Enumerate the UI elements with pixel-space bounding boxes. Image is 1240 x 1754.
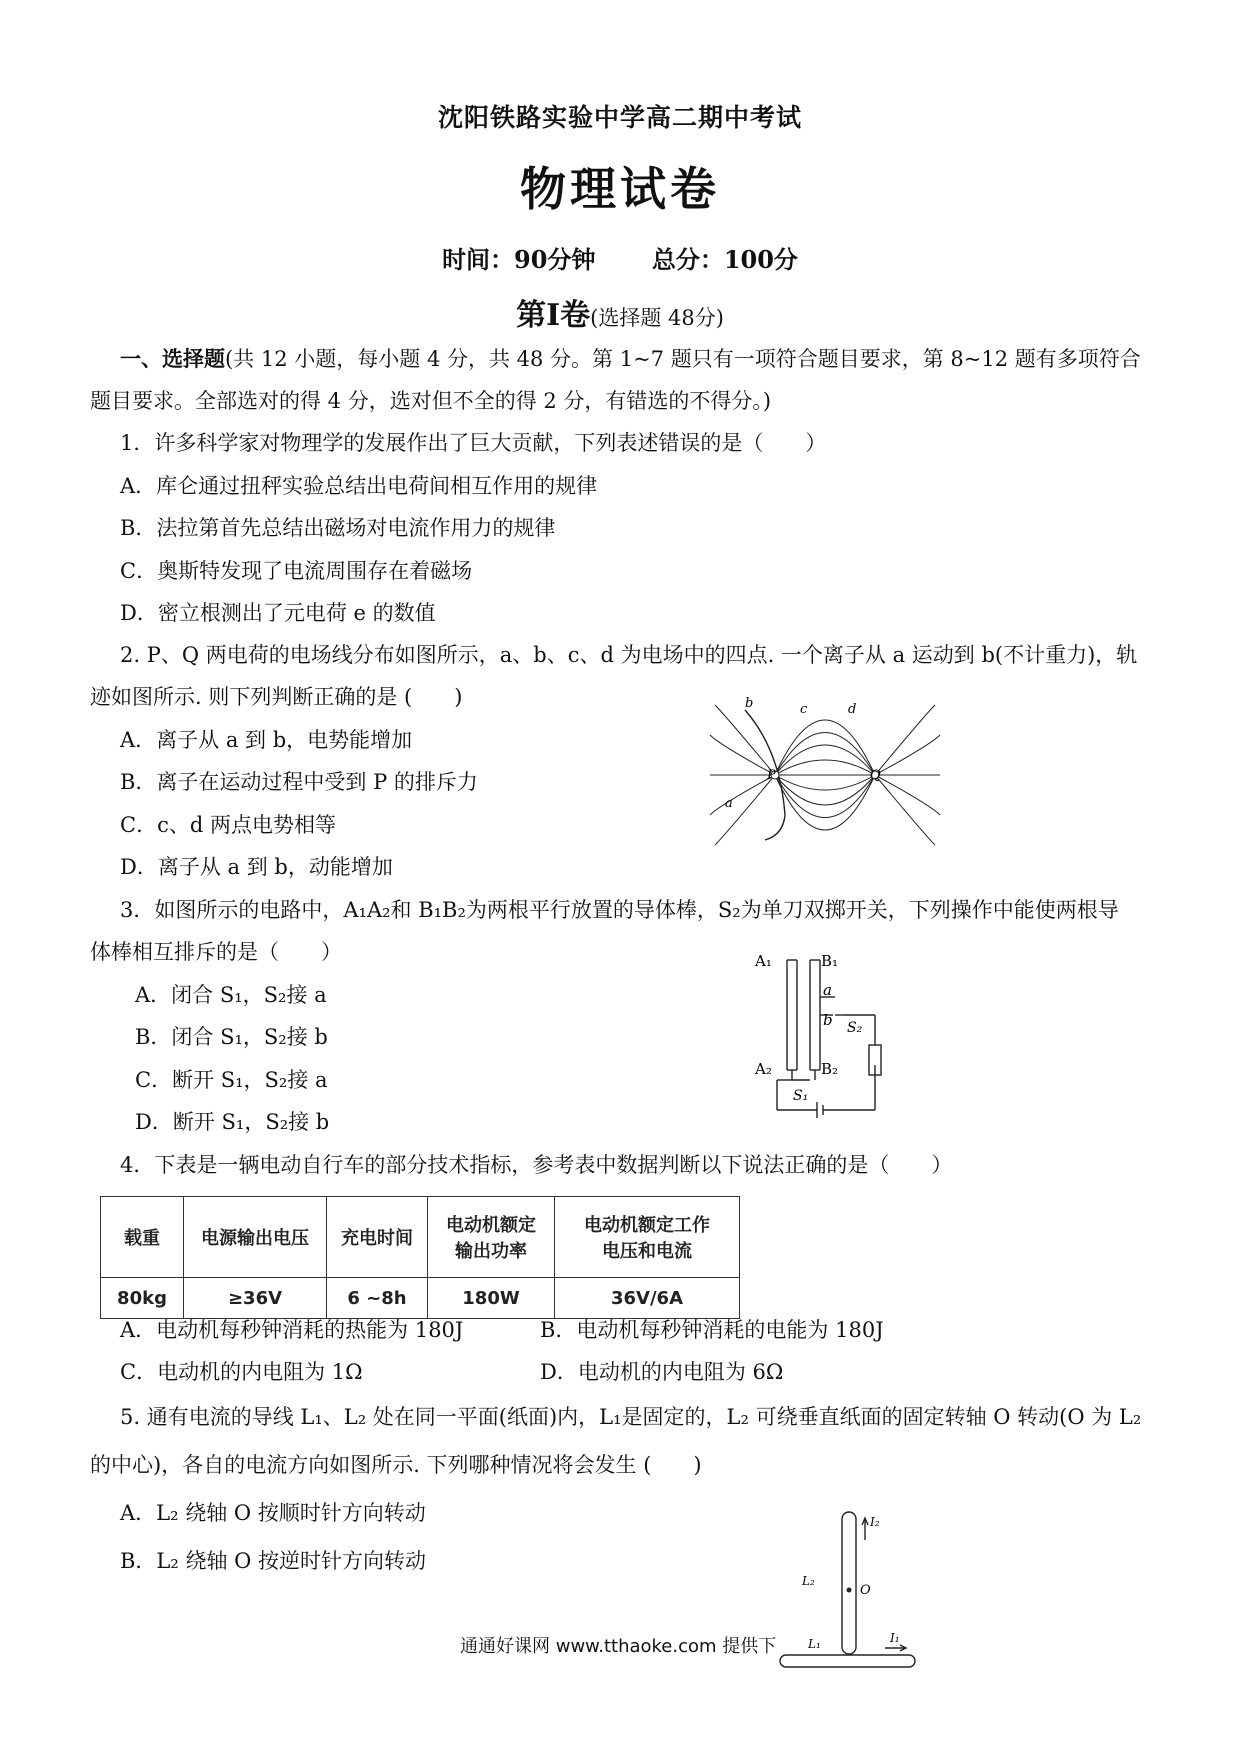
footer-watermark: 通通好课网 www.tthaoke.com 提供下: [460, 1636, 777, 1657]
q1-stem: 1．许多科学家对物理学的发展作出了巨大贡献，下列表述错误的是（ ）: [120, 431, 827, 455]
spec-table-header-row: [101, 1197, 740, 1278]
part-title: [0, 290, 1240, 334]
spec-header-voltage: 电源输出电压: [184, 1197, 327, 1278]
q1-option-b: B．法拉第首先总结出磁场对电流作用力的规律: [120, 516, 556, 540]
field-lines-figure: [705, 695, 945, 855]
q4-option-b: B．电动机每秒钟消耗的电能为 180J: [540, 1318, 884, 1342]
q5-stem-1: 5. 通有电流的导线 L₁、L₂ 处在同一平面(纸面)内，L₁是固定的，L₂ 可绕垂直纸面的固定转轴 O 转动(O 为 L₂: [120, 1405, 1142, 1429]
q3-label-s2: S₂: [847, 1020, 863, 1036]
q4-option-d: D．电动机的内电阻为 6Ω: [540, 1360, 784, 1384]
q4-option-c: C．电动机的内电阻为 1Ω: [120, 1360, 363, 1384]
spec-value-charge-time: 6 ~8h: [327, 1278, 428, 1319]
spec-value-power: 180W: [428, 1278, 555, 1319]
section-intro-2: 题目要求。全部选对的得 4 分，选对但不全的得 2 分，有错选的不得分。): [90, 389, 772, 413]
q3-label-b1: B₁: [821, 952, 839, 970]
q3-option-d: D．断开 S₁，S₂接 b: [135, 1110, 330, 1134]
q3-label-a: a: [823, 981, 832, 999]
school-title: 沈阳铁路实验中学高二期中考试: [437, 103, 802, 132]
exam-score: 总分：100分: [651, 245, 798, 274]
spec-header-charge-time: 充电时间: [327, 1197, 428, 1278]
q3-stem-2: 体棒相互排斥的是（ ）: [90, 940, 342, 964]
spec-value-load: 80kg: [101, 1278, 184, 1319]
q2-option-a: A．离子从 a 到 b，电势能增加: [120, 728, 413, 752]
q3-stem-1: 3．如图所示的电路中，A₁A₂和 B₁B₂为两根平行放置的导体棒，S₂为单刀双掷开关，下列操作中能使两根导: [120, 898, 1119, 922]
q3-label-a1: A₁: [755, 952, 772, 970]
spec-header-working: 电动机额定工作 电压和电流: [555, 1197, 740, 1278]
q3-option-b: B．闭合 S₁，S₂接 b: [135, 1025, 328, 1049]
q2-option-d: D．离子从 a 到 b，动能增加: [120, 855, 393, 879]
q5-label-i1: I₁: [890, 1631, 900, 1645]
q2-label-d: d: [848, 702, 857, 717]
q5-label-o: O: [860, 1583, 871, 1598]
q2-option-b: B．离子在运动过程中受到 P 的排斥力: [120, 770, 478, 794]
section-intro-1: (共 12 小题，每小题 4 分，共 48 分。第 1~7 题只有一项符合题目要求，第 8~12 题有多项符合: [225, 347, 1141, 371]
spec-header-power: 电动机额定 输出功率: [428, 1197, 555, 1278]
q2-label-p: P: [767, 768, 776, 783]
q2-stem-2: 迹如图所示. 则下列判断正确的是 ( ): [90, 685, 463, 709]
spec-table-value-row: [101, 1278, 740, 1319]
q2-label-a: a: [725, 796, 733, 811]
q1-option-c: C．奥斯特发现了电流周围存在着磁场: [120, 559, 473, 583]
q4-option-a: A．电动机每秒钟消耗的热能为 180J: [120, 1318, 464, 1342]
q3-label-b: b: [823, 1011, 833, 1029]
subject-title: 物理试卷: [520, 162, 720, 216]
q5-option-b: B．L₂ 绕轴 O 按逆时针方向转动: [120, 1549, 427, 1573]
q3-option-a: A．闭合 S₁，S₂接 a: [135, 983, 327, 1007]
q1-option-a: A．库仑通过扭秤实验总结出电荷间相互作用的规律: [120, 474, 598, 498]
spec-header-load: 载重: [101, 1197, 184, 1278]
exam-meta: [0, 240, 1240, 275]
section-intro-line-1: [120, 344, 1141, 374]
circuit-figure: [755, 940, 915, 1115]
part-note: (选择题 48分): [590, 306, 724, 330]
part-label: 第Ⅰ卷: [516, 298, 591, 333]
q5-label-i2: I₂: [870, 1515, 880, 1529]
q2-label-c: c: [800, 702, 808, 717]
wires-figure: [780, 1510, 920, 1670]
exam-time: 时间：90分钟: [442, 245, 596, 274]
q2-stem-1: 2. P、Q 两电荷的电场线分布如图所示，a、b、c、d 为电场中的四点. 一个离子从 a 运动到 b(不计重力)，轨: [120, 643, 1138, 667]
q3-label-s1: S₁: [793, 1088, 809, 1104]
q2-label-q: Q: [870, 768, 881, 783]
q1-option-d: D．密立根测出了元电荷 e 的数值: [120, 601, 436, 625]
q3-label-a2: A₂: [755, 1060, 772, 1078]
q3-label-b2: B₂: [821, 1060, 839, 1078]
spec-table: [100, 1196, 740, 1319]
q2-option-c: C．c、d 两点电势相等: [120, 813, 336, 837]
q5-label-l2: L₂: [802, 1574, 815, 1588]
q2-label-b: b: [745, 696, 754, 711]
spec-value-voltage: ≥36V: [184, 1278, 327, 1319]
section-title: 一、选择题: [120, 346, 225, 371]
spec-value-working: 36V/6A: [555, 1278, 740, 1319]
q5-label-l1: L₁: [808, 1637, 821, 1651]
q5-option-a: A．L₂ 绕轴 O 按顺时针方向转动: [120, 1501, 426, 1525]
q3-option-c: C．断开 S₁，S₂接 a: [135, 1068, 328, 1092]
q4-stem: 4．下表是一辆电动自行车的部分技术指标，参考表中数据判断以下说法正确的是（ ）: [120, 1153, 953, 1177]
q5-stem-2: 的中心)，各自的电流方向如图所示. 下列哪种情况将会发生 ( ): [90, 1453, 702, 1477]
